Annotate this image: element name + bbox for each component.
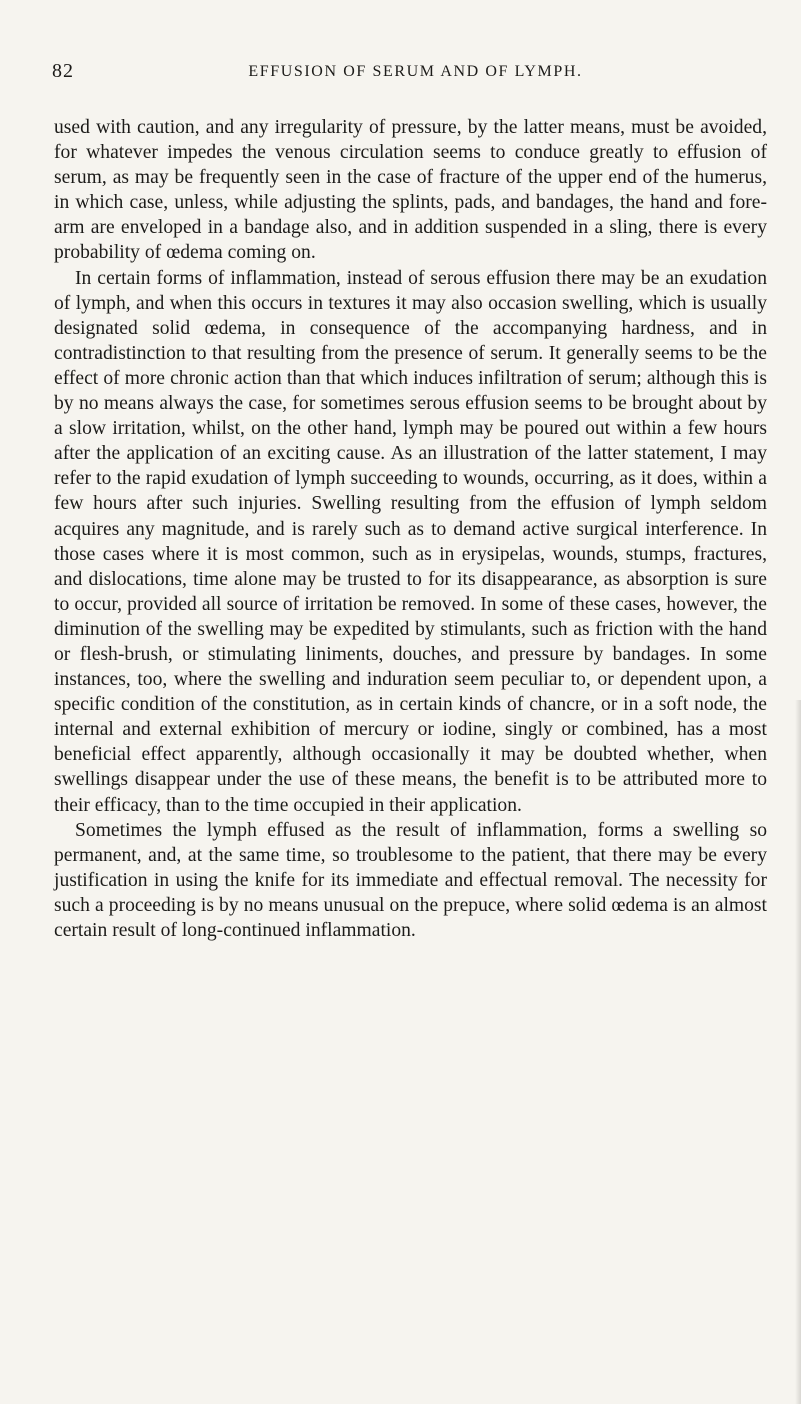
paragraph-removal: Sometimes the lymph effused as the result of inflammation, forms a swelling so permanent, and, at the same time, so troublesome to the patient, that there may be every justification in using the knife for its immediate and effectual removal. The necessity for such a proceeding is by no means unusual on the prepuce, where solid œdema is an almost certain result of long-continued inflammation.	[54, 819, 767, 941]
page-edge-shadow	[795, 700, 801, 1404]
paragraph-continued: used with caution, and any irregularity of pressure, by the latter means, must be avoided, for whatever impedes the venous circulation seems to conduce greatly to effusion of serum, as may be frequently seen in the case of fracture of the upper end of the humerus, in which case, unless, while adjusting the splints, pads, and bandages, the hand and fore-arm are enveloped in a bandage also, and in addition suspended in a sling, there is every probability of œdema coming on.	[54, 117, 767, 264]
paragraph-solid-oedema: In certain forms of inflammation, instead of serous effusion there may be an exudation of lymph, and when this occurs in textures it may also occasion swelling, which is usually designated solid œdema, in consequence of the accompanying hardness, and in contradistinction to that resulting from the presence of serum. It generally seems to be the effect of more chronic action than that which induces infiltration of serum; although this is by no means always the case, for sometimes serous effusion seems to be brought about by a slow irritation, whilst, on the other hand, lymph may be poured out within a few hours after the application of an exciting cause. As an illustration of the latter statement, I may refer to the rapid exudation of lymph succeeding to wounds, occurring, as it does, within a few hours after such injuries. Swelling resulting from the effusion of lymph seldom acquires any magnitude, and is rarely such as to demand active surgical interference. In those cases where it is most common, such as in erysipelas, wounds, stumps, fractures, and dislocations, time alone may be trusted to for its disappearance, as absorption is sure to occur, provided all source of irritation be removed. In some of these cases, however, the diminution of the swelling may be expedited by stimulants, such as friction with the hand or flesh-brush, or stimulating liniments, douches, and pressure by bandages. In some instances, too, where the swelling and induration seem peculiar to, or dependent upon, a specific condition of the constitution, as in certain kinds of chancre, or in a soft node, the internal and external exhibition of mercury or iodine, singly or combined, has a most beneficial effect apparently, although occasionally it may be doubted whether, when swellings disappear under the use of these means, the benefit is to be attributed more to their efficacy, than to the time occupied in their application.	[54, 267, 767, 816]
page-number: 82	[52, 60, 74, 82]
body-text	[54, 115, 767, 943]
running-title: EFFUSION OF SERUM AND OF LYMPH.	[248, 63, 583, 80]
